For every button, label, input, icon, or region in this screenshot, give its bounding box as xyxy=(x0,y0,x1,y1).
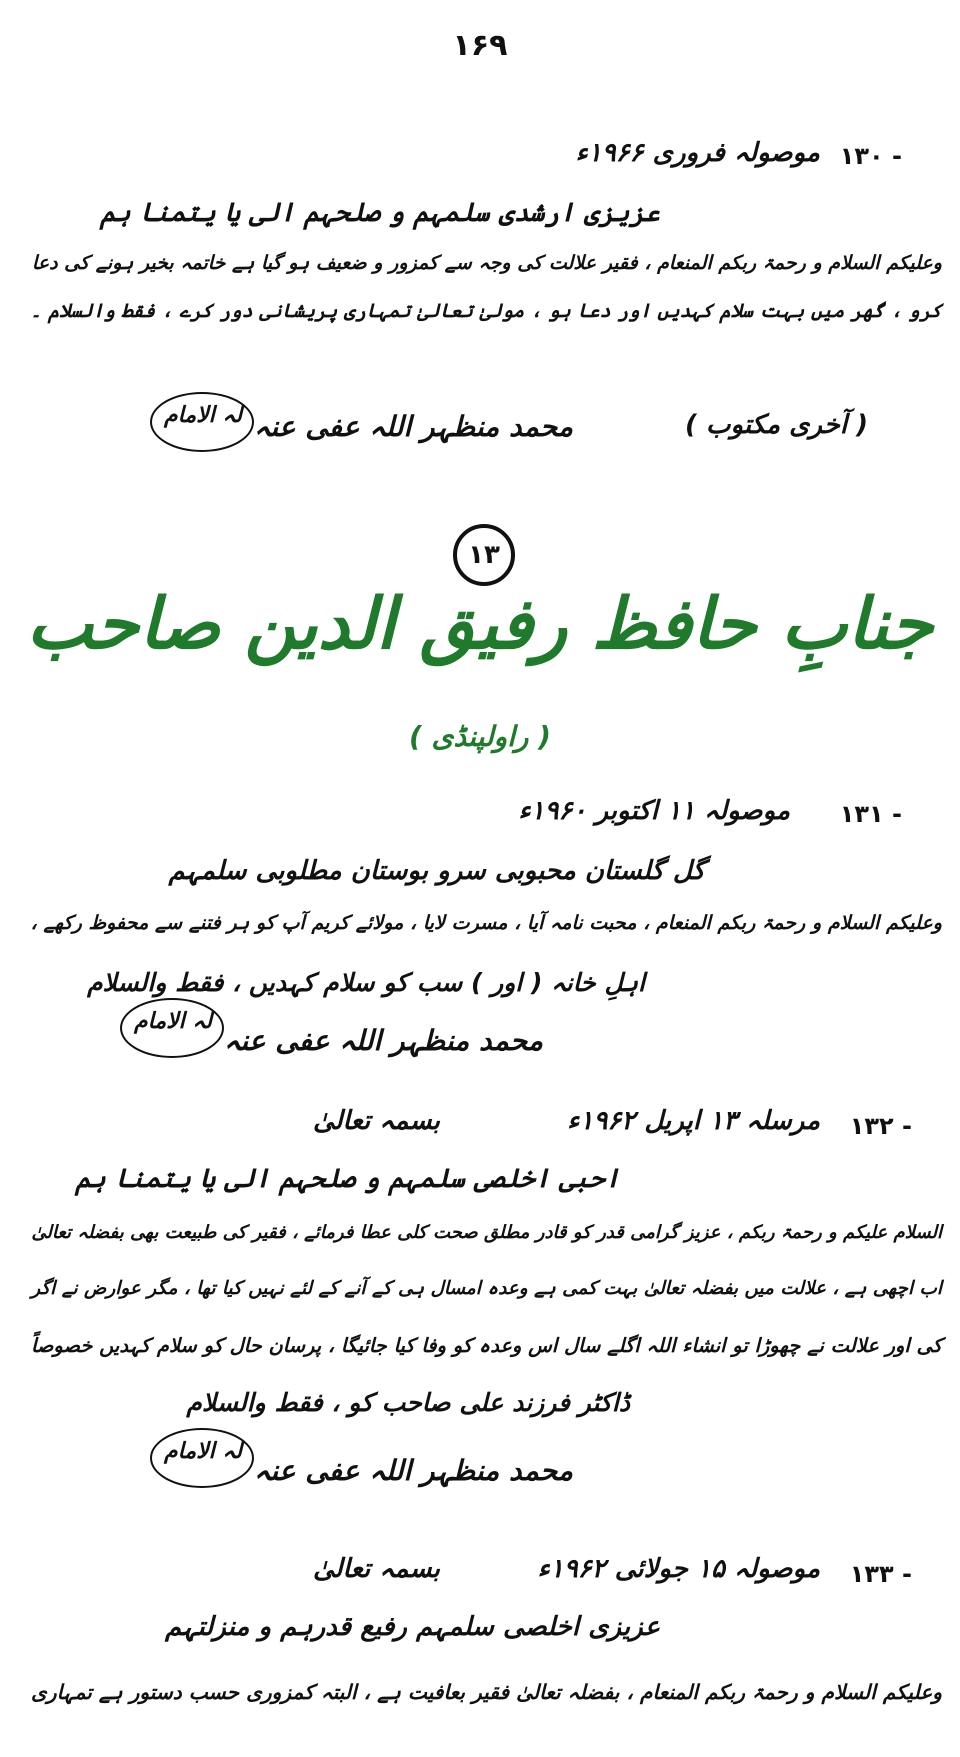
signature xyxy=(150,392,573,462)
letter-greeting: احبی اخلصی سلمہم و صلحہم الی یا یتمنا ہم xyxy=(75,1164,620,1194)
signature-name: محمد منظہر اللہ عفی عنہ xyxy=(254,410,573,443)
letter-line: وعلیکم السلام و رحمۃ ربکم المنعام ، فقیر علالت کی وجہ سے کمزور و ضعیف ہو گیا ہے خاتمہ بخیر ہونے کی دعا xyxy=(31,252,942,274)
letter-line: کرو ، گھر میں بہت سلام کہدیں اور دعا ہو ، مولیٰ تعالیٰ تمہاری پریشانی دور کرے ، فقط والسلام ۔ xyxy=(30,300,942,322)
signature-name: محمد منظہر اللہ عفی عنہ xyxy=(224,1024,543,1057)
letter-line: وعلیکم السلام و رحمۃ ربکم المنعام ، بفضلہ تعالیٰ فقیر بعافیت ہے ، البتہ کمزوری حسب دستور ہے تمہاری xyxy=(31,1680,942,1704)
letter-greeting: عزیزی اخلصی سلمہم رفیع قدرہم و منزلتہم xyxy=(164,1612,660,1642)
letter-header: موصولہ ۱۱ اکتوبر ۱۹۶۰ء xyxy=(518,796,790,826)
letter-line: السلام علیکم و رحمۃ ربکم ، عزیز گرامی قدر کو قادر مطلق صحت کلی عطا فرمائے ، فقیر کی طبیعت بھی بفضلہ تعالیٰ xyxy=(31,1222,942,1243)
letter-line: اہلِ خانہ ( اور ) سب کو سلام کہدیں ، فقط والسلام xyxy=(87,968,645,997)
section-number: ۱۳ xyxy=(453,524,515,586)
letter-header-right: بسمہ تعالیٰ xyxy=(312,1554,440,1584)
letter-line: کی اور علالت نے چھوڑا تو انشاء اللہ اگلے سال اس وعدہ کو وفا کیا جائیگا ، پرسان حال کو سلام کہدیں خصوصاً xyxy=(31,1334,942,1357)
letter-greeting: عزیزی ارشدی سلمہم و صلحہم الی یا یتمنا ہم xyxy=(100,198,660,228)
letter-number: ۱۳۱ - xyxy=(839,800,902,828)
letter-number: ۱۳۰ - xyxy=(839,142,902,170)
letter-header-right: بسمہ تعالیٰ xyxy=(312,1106,440,1136)
section-title: جنابِ حافظ رفیق الدین صاحب xyxy=(26,582,934,665)
signature-stamp: لہ الامام xyxy=(164,1438,243,1464)
letter-number: ۱۳۳ - xyxy=(849,1560,912,1588)
letter-greeting: گل گلستان محبوبی سرو بوستان مطلوبی سلمہم xyxy=(168,856,705,886)
signature xyxy=(150,1428,573,1504)
signature-stamp: لہ الامام xyxy=(164,402,243,428)
page-number: ۱۶۹ xyxy=(452,28,508,63)
signature-name: محمد منظہر اللہ عفی عنہ xyxy=(254,1454,573,1487)
letter-header: موصولہ ۱۵ جولائی ۱۹۶۲ء xyxy=(537,1554,820,1584)
letter-line: وعلیکم السلام و رحمۃ ربکم المنعام ، محبت نامہ آیا ، مسرت لایا ، مولائے کریم آپ کو ہر فتنے سے محفوظ رکھے ، xyxy=(30,911,942,934)
letter-header: مرسلہ ۱۳ اپریل ۱۹۶۲ء xyxy=(567,1106,820,1136)
signature xyxy=(120,998,543,1074)
letter-number: ۱۳۲ - xyxy=(849,1112,912,1140)
section-subtitle: ( راولپنڈی ) xyxy=(409,720,551,753)
signature-stamp: لہ الامام xyxy=(134,1008,213,1034)
letter-line: ڈاکٹر فرزند علی صاحب کو ، فقط والسلام xyxy=(186,1388,630,1417)
letter-header: موصولہ فروری ۱۹۶۶ء xyxy=(575,138,820,168)
letter-line: اب اچھی ہے ، علالت میں بفضلہ تعالیٰ بہت کمی ہے وعدہ امسال ہی کے آنے کے لئے نہیں کیا تھا ، مگر عوارض نے اگر xyxy=(31,1278,942,1299)
closing-note: ( آخری مکتوب ) xyxy=(685,410,868,440)
